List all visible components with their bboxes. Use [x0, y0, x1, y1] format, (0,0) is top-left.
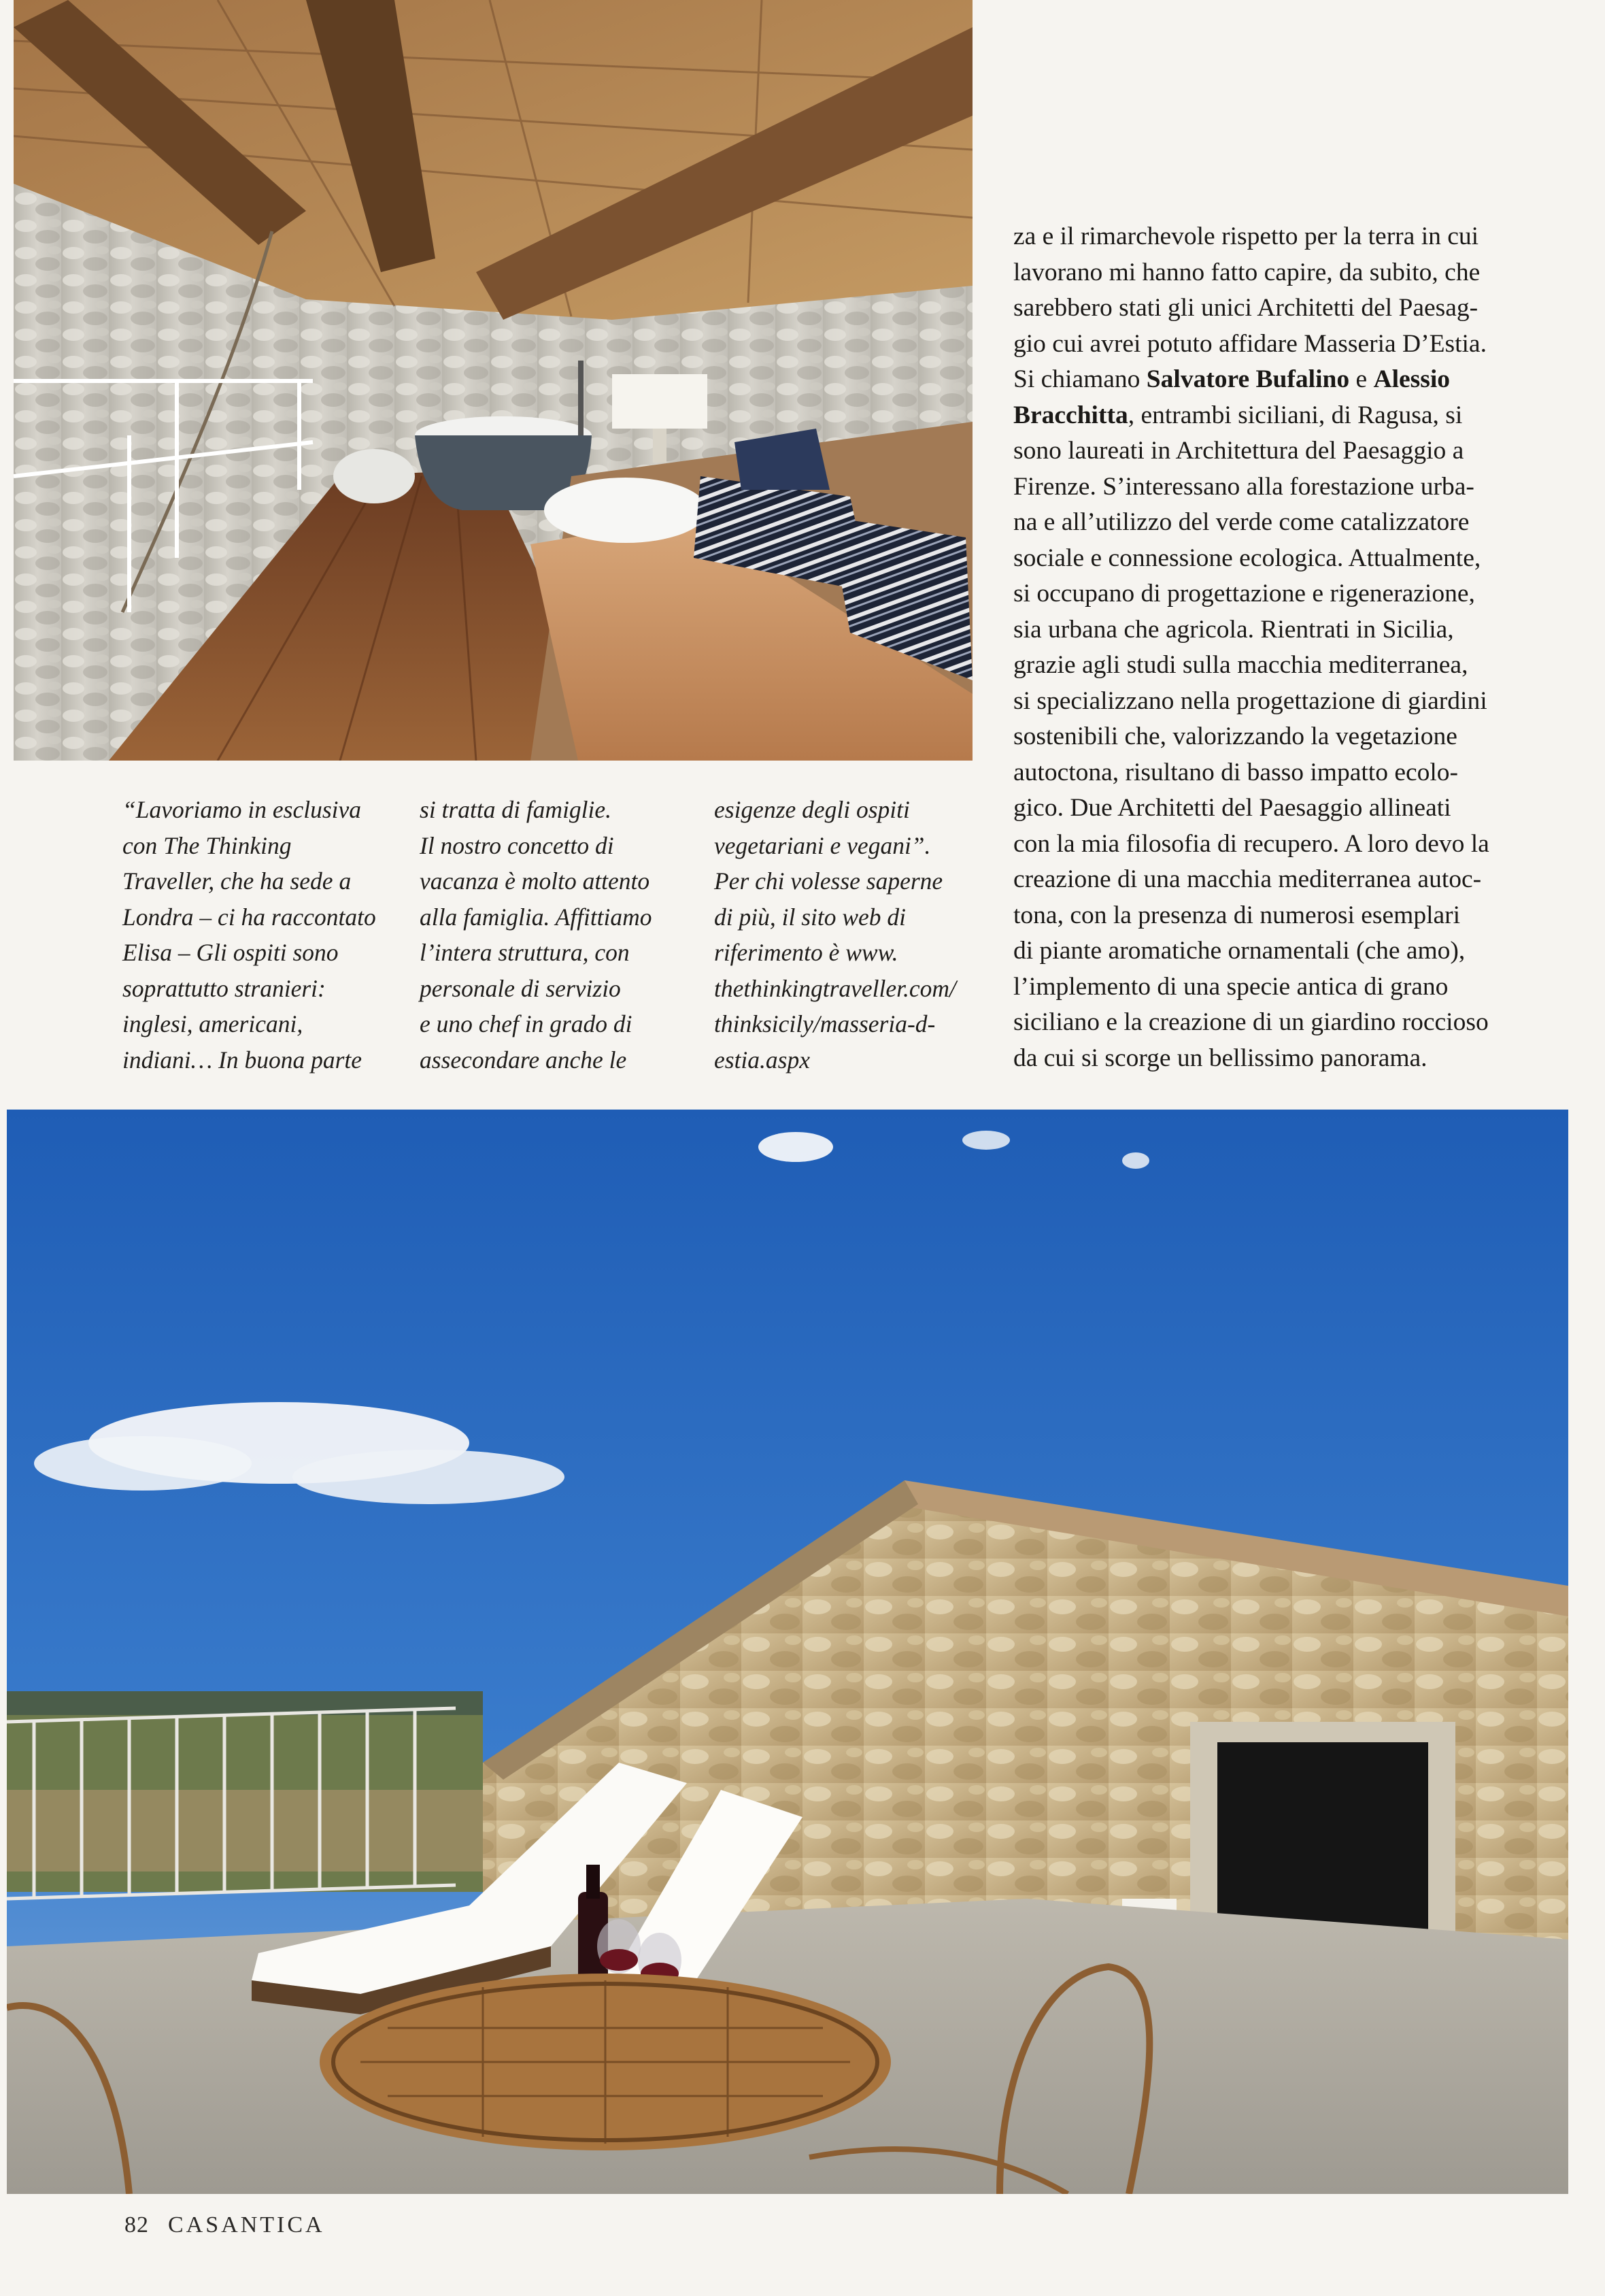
body-line: [1013, 362, 1578, 398]
body-line: sono laureati in Architettura del Paesaggio a: [1013, 437, 1464, 465]
website-link[interactable]: thethinkingtraveller.com/: [714, 974, 956, 1002]
body-line: [1013, 398, 1578, 434]
website-link[interactable]: estia.aspx: [714, 1046, 810, 1074]
page-folio: [124, 2212, 325, 2238]
body-line: autoctona, risultano di basso impatto ecolo-: [1013, 758, 1459, 786]
body-line: gico. Due Architetti del Paesaggio allineati: [1013, 794, 1451, 822]
caption-line: l’intera struttura, con: [420, 939, 630, 966]
caption-line: “Lavoriamo in esclusiva: [122, 796, 362, 823]
caption-line: Traveller, che ha sede a: [122, 867, 352, 895]
body-line: tona, con la presenza di numerosi esemplari: [1013, 901, 1461, 929]
caption-line: soprattutto stranieri:: [122, 974, 326, 1002]
loft-interior-illustration: [14, 0, 973, 761]
caption-line: Elisa – Gli ospiti sono: [122, 939, 339, 966]
body-line: lavorano mi hanno fatto capire, da subito, che: [1013, 258, 1481, 286]
body-text: e: [1349, 365, 1374, 393]
caption-line: riferimento è www.: [714, 939, 898, 966]
body-line: con la mia filosofia di recupero. A loro devo la: [1013, 829, 1489, 858]
body-line: l’implemento di una specie antica di grano: [1013, 972, 1449, 1001]
body-line: da cui si scorge un bellissimo panorama.: [1013, 1044, 1427, 1072]
architect-name: Bracchitta: [1013, 401, 1128, 429]
body-line: sociale e connessione ecologica. Attualmente,: [1013, 544, 1481, 572]
caption-line: alla famiglia. Affittiamo: [420, 903, 652, 931]
body-line: na e all’utilizzo del verde come catalizzatore: [1013, 508, 1470, 536]
caption-line: vacanza è molto attento: [420, 867, 650, 895]
body-line: grazie agli studi sulla macchia mediterranea,: [1013, 651, 1468, 679]
body-line: creazione di una macchia mediterranea autoc-: [1013, 865, 1482, 893]
body-line: gio cui avrei potuto affidare Masseria D’Estia.: [1013, 329, 1487, 358]
page-number: 82: [124, 2212, 149, 2237]
caption-line: indiani… In buona parte: [122, 1046, 362, 1074]
body-line: si specializzano nella progettazione di giardini: [1013, 686, 1487, 715]
caption-column-1: [122, 792, 394, 1078]
loft-interior-photo: [14, 0, 973, 761]
caption-line: e uno chef in grado di: [420, 1010, 632, 1037]
caption-line: personale di servizio: [420, 974, 621, 1002]
website-link[interactable]: thinksicily/masseria-d-: [714, 1010, 936, 1037]
body-line: di piante aromatiche ornamentali (che amo),: [1013, 937, 1466, 965]
magazine-name: CASANTICA: [168, 2212, 325, 2237]
caption-line: di più, il sito web di: [714, 903, 907, 931]
body-line: sostenibili che, valorizzando la vegetazione: [1013, 722, 1457, 750]
body-text: Si chiamano: [1013, 365, 1147, 393]
caption-column-3: [714, 792, 986, 1078]
caption-line: assecondare anche le: [420, 1046, 627, 1074]
body-line: si occupano di progettazione e rigenerazione,: [1013, 580, 1475, 608]
body-line: za e il rimarchevole rispetto per la terra in cui: [1013, 222, 1479, 250]
body-line: Firenze. S’interessano alla forestazione urba-: [1013, 472, 1474, 501]
caption-line: esigenze degli ospiti: [714, 796, 910, 823]
terrace-illustration: [7, 1110, 1568, 2194]
architect-name: Salvatore Bufalino: [1146, 365, 1350, 393]
caption-line: Per chi volesse saperne: [714, 867, 943, 895]
body-line: siciliano e la creazione di un giardino roccioso: [1013, 1008, 1489, 1036]
caption-line: inglesi, americani,: [122, 1010, 303, 1037]
architect-name: Alessio: [1373, 365, 1451, 393]
body-text: , entrambi siciliani, di Ragusa, si: [1128, 401, 1463, 429]
caption-line: con The Thinking: [122, 831, 292, 859]
terrace-photo: [7, 1110, 1568, 2194]
body-line: sia urbana che agricola. Rientrati in Sicilia,: [1013, 615, 1454, 644]
caption-line: vegetariani e vegani”.: [714, 831, 931, 859]
body-line: sarebbero stati gli unici Architetti del Paesag-: [1013, 294, 1479, 322]
caption-line: Il nostro concetto di: [420, 831, 614, 859]
caption-line: Londra – ci ha raccontato: [122, 903, 376, 931]
caption-line: si tratta di famiglie.: [420, 796, 612, 823]
article-body-column: [1013, 219, 1578, 1076]
caption-column-2: [420, 792, 692, 1078]
